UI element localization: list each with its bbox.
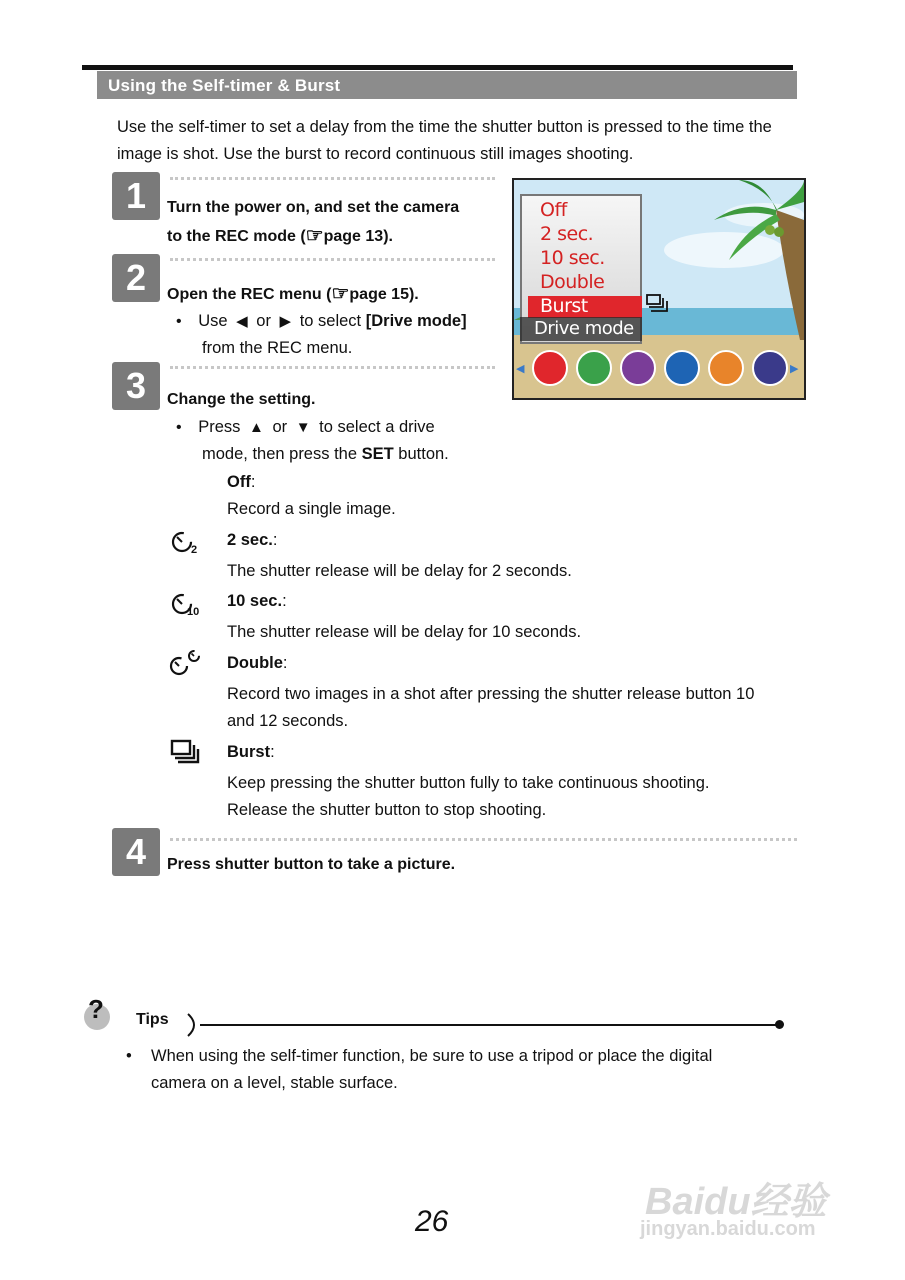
camera-lcd-screenshot (512, 178, 806, 400)
mode-name: Double (227, 654, 283, 672)
step-1-number: 1 (112, 172, 160, 220)
step-1-line1: Turn the power on, and set the camera (167, 199, 460, 216)
mode-2sec-name: 2 sec.: (227, 531, 278, 549)
mode-burst-desc-1: Keep pressing the shutter button fully to take continuous shooting. (227, 774, 710, 792)
step-2-line1 (167, 280, 419, 309)
step-2-bullet-line2: from the REC menu. (202, 339, 353, 357)
intro-paragraph: Use the self-timer to set a delay from the time the shutter button is pressed to the time the image is shot. Use the burst to record continuous still images shooting. (117, 118, 772, 163)
step-2-title: Open the REC menu ( (167, 286, 332, 303)
step-divider (170, 258, 495, 261)
bullet-select: to select (299, 312, 362, 330)
menu-item-double[interactable]: Double (540, 271, 605, 293)
mode-name: 2 sec. (227, 531, 273, 549)
pointing-hand-icon: ☞ (305, 225, 324, 247)
step-divider (170, 177, 495, 180)
tips-text-2: camera on a level, stable surface. (151, 1074, 398, 1092)
step-1-page-ref: page 13). (323, 228, 393, 245)
tips-bullet: • (126, 1047, 132, 1065)
step-2-page-ref: page 15). (349, 286, 419, 303)
step-3-title: Change the setting. (167, 391, 316, 408)
step-3-bullet (176, 414, 435, 441)
top-rule (82, 65, 793, 70)
menu-item-off[interactable]: Off (540, 199, 567, 221)
mode-name: Burst (227, 743, 271, 761)
menu-caption-bar (520, 317, 642, 341)
tray-left-arrow-icon[interactable]: ◀ (516, 363, 525, 375)
bullet-press: Press (198, 418, 241, 436)
step-divider (170, 366, 495, 369)
mode-double-desc-2: and 12 seconds. (227, 712, 349, 730)
mode-double-name: Double: (227, 654, 288, 672)
step-1-line2 (167, 222, 393, 251)
bullet-use: Use (198, 312, 228, 330)
set-button-ref: SET (361, 445, 394, 463)
left-arrow-icon: ◀ (236, 313, 248, 330)
tray-right-arrow-icon[interactable]: ▶ (790, 363, 799, 375)
question-mark-icon: ? (88, 994, 104, 1024)
self-timer-10s-icon (170, 590, 204, 618)
drive-mode-ref: [Drive mode] (365, 312, 467, 330)
page-number: 26 (415, 1205, 449, 1238)
bullet-line2-suffix: button. (398, 445, 449, 463)
menu-item-2sec[interactable]: 2 sec. (540, 223, 594, 245)
watermark-brand: Baidu经验 (645, 1181, 827, 1223)
step-1-ref-prefix: to the REC mode ( (167, 228, 306, 245)
step-4-title: Press shutter button to take a picture. (167, 856, 456, 873)
section-title: Using the Self-timer & Burst (108, 76, 341, 95)
watermark-url: jingyan.baidu.com (640, 1218, 816, 1240)
size-tray-icon[interactable] (664, 350, 700, 386)
mode-off-desc: Record a single image. (227, 500, 396, 518)
burst-icon (170, 739, 202, 765)
mode-10sec-name: 10 sec.: (227, 592, 287, 610)
mode-burst-name: Burst: (227, 743, 275, 761)
mode-burst-desc-2: Release the shutter button to stop shooting. (227, 801, 547, 819)
flash-tray-icon[interactable] (708, 350, 744, 386)
step-divider (170, 838, 797, 841)
tips-rule (200, 1024, 780, 1026)
tips-text-1: When using the self-timer function, be sure to use a tripod or place the digital (151, 1047, 713, 1065)
step-3-number: 3 (112, 362, 160, 410)
bullet-or: or (272, 418, 288, 436)
right-arrow-icon: ▶ (279, 313, 292, 330)
pointing-hand-icon: ☞ (331, 283, 350, 305)
step-2-bullet (176, 308, 467, 335)
mode-10sec-desc: The shutter release will be delay for 10 seconds. (227, 623, 582, 641)
mode-name: 10 sec. (227, 592, 283, 610)
tips-label: Tips (136, 1011, 169, 1028)
date-stamp-tray-icon[interactable] (752, 350, 788, 386)
self-timer-2s-icon (170, 528, 202, 556)
double-timer-icon (168, 648, 204, 678)
mode-2sec-desc: The shutter release will be delay for 2 seconds. (227, 562, 572, 580)
down-arrow-icon: ▼ (295, 419, 311, 436)
step-2-number: 2 (112, 254, 160, 302)
menu-item-burst[interactable]: Burst (540, 295, 588, 317)
up-arrow-icon: ▲ (248, 419, 264, 436)
tips-rule-end (775, 1020, 784, 1029)
mode-name: Off (227, 473, 251, 491)
menu-item-10sec[interactable]: 10 sec. (540, 247, 605, 269)
svg-text:10: 10 (187, 606, 200, 618)
portrait-tray-icon[interactable] (620, 350, 656, 386)
bullet-dot: • (176, 419, 182, 436)
menu-caption: Drive mode (534, 318, 634, 339)
mode-off-name: Off: (227, 473, 256, 491)
bullet-or: or (256, 312, 271, 330)
step-3-bullet-line2 (202, 441, 449, 468)
mode-double-desc-1: Record two images in a shot after pressing the shutter release button 10 (227, 685, 755, 703)
bullet-dot: • (176, 313, 182, 330)
bullet-select: to select a drive (319, 418, 435, 436)
burst-indicator-icon (646, 294, 670, 314)
svg-text:2: 2 (191, 544, 198, 556)
self-timer-tray-icon[interactable] (532, 350, 568, 386)
burst-tray-icon[interactable] (576, 350, 612, 386)
step-4-number: 4 (112, 828, 160, 876)
bullet-line2-prefix: mode, then press the (202, 445, 358, 463)
